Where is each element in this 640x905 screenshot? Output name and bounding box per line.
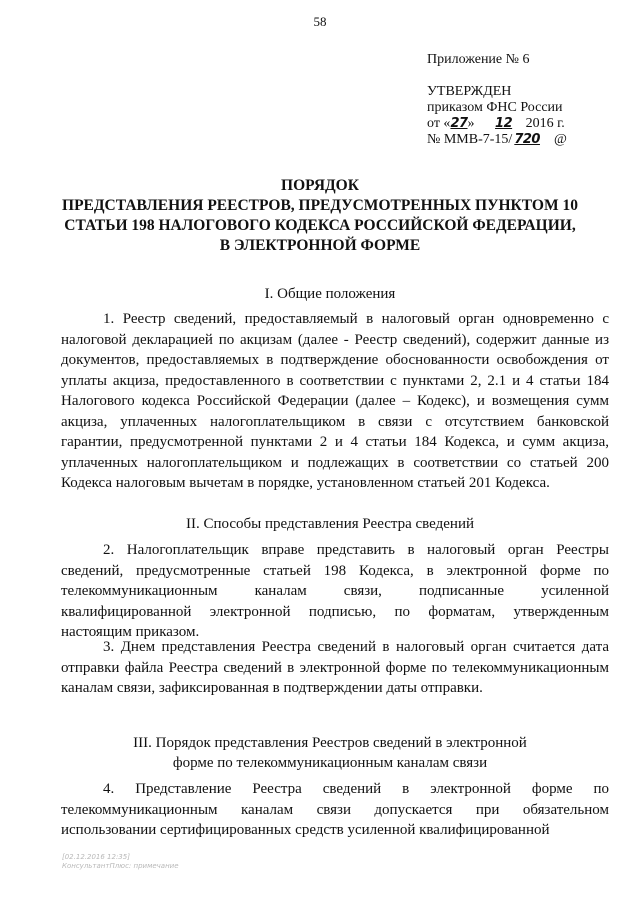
paragraph-3: 3. Днем представления Реестра сведений в налоговый орган считается дата отправки файла Реестра сведений в электронной форме по телекоммуникационным каналам связи, зафиксированная в подтверждении даты отправки. xyxy=(61,639,609,696)
heading-line-4: В ЭЛЕКТРОННОЙ ФОРМЕ xyxy=(219,237,421,254)
order-by: приказом ФНС России xyxy=(427,100,563,115)
appendix-title: Приложение № 6 xyxy=(427,52,530,67)
date-mid: » xyxy=(467,116,475,131)
appendix-block xyxy=(427,52,627,148)
footer-stamp xyxy=(62,853,179,871)
section-3-title xyxy=(60,733,600,773)
section-1-title: I. Общие положения xyxy=(264,286,396,302)
page-number: 58 xyxy=(313,14,327,29)
date-day: 27 xyxy=(450,116,468,131)
section-3-title-line-1: III. Порядок представления Реестров сведений в электронной xyxy=(133,735,527,751)
order-number xyxy=(427,132,627,148)
date-year: 2016 г. xyxy=(525,116,565,131)
order-date xyxy=(427,116,627,132)
paragraph-1: 1. Реестр сведений, предоставляемый в налоговый орган одновременно с налоговой декларацией по акцизам (далее - Реестр сведений), содержит данные из документов, предоставляемых в подтверждение обоснованности освобождения от уплаты акциза, предоставленного в соответствии с пунктами 2, 2.1 и 4 статьи 184 Налогового кодекса Российской Федерации (далее – Кодекс), и возмещения сумм акциза, уплаченных налогоплательщиком в связи с отсутствием банковской гарантии, предусмотренной пунктами 2 и 4 статьи 184 Кодекса, и сумм акциза, уплаченных налогоплательщиком и подлежащих в соответствии со статьей 200 Кодекса налоговым вычетам в порядке, установленном статьей 201 Кодекса. xyxy=(61,311,609,491)
heading-line-3: СТАТЬИ 198 НАЛОГОВОГО КОДЕКСА РОССИЙСКОЙ ФЕДЕРАЦИИ, xyxy=(64,217,576,234)
date-prefix: от « xyxy=(427,116,451,131)
section-3-title-line-2: форме по телекоммуникационным каналам связи xyxy=(172,755,488,771)
paragraph-2: 2. Налогоплательщик вправе представить в налоговый орган Реестры сведений, предусмотренные статьей 198 Кодекса, в электронной форме по телекоммуникационным каналам связи, подписанные усиленной квалифицированной электронной подписью, по форматам, утвержденным настоящим приказом. xyxy=(61,542,609,640)
approved-label: УТВЕРЖДЕН xyxy=(427,84,512,99)
footer-line-2: КонсультантПлюс: примечание xyxy=(62,862,179,870)
heading-line-1: ПОРЯДОК xyxy=(281,177,359,194)
number-suffix: @ xyxy=(553,132,567,147)
document-heading xyxy=(50,176,590,256)
paragraph-4: 4. Представление Реестра сведений в электронной форме по телекоммуникационным каналам связи допускается при обязательном использовании сертифицированных средств усиленной квалифицированной xyxy=(61,781,609,838)
number-prefix: № ММВ-7-15/ xyxy=(427,132,513,147)
number-value: 720 xyxy=(514,132,540,147)
footer-line-1: [02.12.2016 12:35] xyxy=(62,853,130,861)
heading-line-2: ПРЕДСТАВЛЕНИЯ РЕЕСТРОВ, ПРЕДУСМОТРЕННЫХ ПУНКТОМ 10 xyxy=(62,197,578,214)
section-2-title: II. Способы представления Реестра сведений xyxy=(185,516,475,532)
date-month: 12 xyxy=(495,116,513,131)
